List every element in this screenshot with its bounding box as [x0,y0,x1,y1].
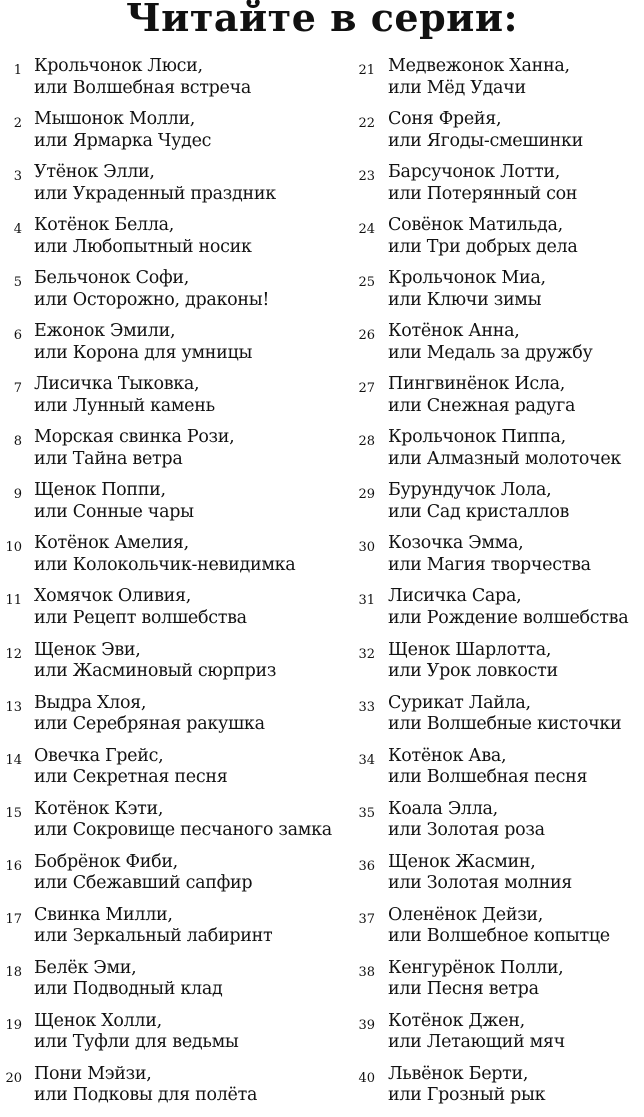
book-name: Бобрёнок Фиби, [34,851,178,872]
book-number: 23 [358,169,375,185]
book-name: Ежонок Эмили, [34,321,176,342]
book-subtitle: или Три добрых дела [388,236,578,257]
book-subtitle: или Летающий мяч [388,1032,565,1053]
book-name: Котёнок Джен, [388,1010,525,1031]
book-name: Котёнок Кэти, [34,798,164,819]
book-text [34,586,247,629]
book-name: Коала Элла, [388,798,498,819]
book-name: Котёнок Ава, [388,745,507,766]
book-subtitle: или Туфли для ведьмы [34,1032,239,1053]
book-text [388,640,558,683]
book-name: Львёнок Берти, [388,1063,529,1084]
book-text [388,852,572,895]
book-number: 18 [5,964,22,980]
book-number: 24 [358,222,375,238]
book-text [388,427,621,470]
book-number: 32 [358,646,375,662]
book-text [34,480,194,523]
book-name: Котёнок Белла, [34,215,175,236]
book-subtitle: или Золотая роза [388,820,545,841]
book-subtitle: или Колокольчик-невидимка [34,554,296,575]
book-number: 36 [358,858,375,874]
book-name: Котёнок Амелия, [34,533,189,554]
book-number: 39 [358,1017,375,1033]
book-text [34,427,234,470]
book-number: 5 [13,275,22,291]
book-name: Лисичка Сара, [388,586,522,607]
book-name: Щенок Жасмин, [388,851,536,872]
book-subtitle: или Тайна ветра [34,448,183,469]
book-subtitle: или Сонные чары [34,501,194,522]
book-text [34,109,211,152]
book-name: Бурундучок Лола, [388,480,552,501]
book-number: 38 [358,964,375,980]
book-name: Оленёнок Дейзи, [388,904,544,925]
book-name: Щенок Эви, [34,639,141,660]
book-subtitle: или Волшебная встреча [34,77,251,98]
book-subtitle: или Серебряная ракушка [34,714,265,735]
book-number: 25 [358,275,375,291]
book-name: Утёнок Элли, [34,162,155,183]
book-name: Морская свинка Рози, [34,427,235,448]
book-subtitle: или Песня ветра [388,979,539,1000]
book-name: Барсучонок Лотти, [388,162,561,183]
book-text [388,905,610,948]
book-name: Пингвинёнок Исла, [388,374,566,395]
book-name: Хомячок Оливия, [34,586,191,607]
book-name: Выдра Хлоя, [34,692,147,713]
book-subtitle: или Волшебные кисточки [388,714,622,735]
book-text [34,162,276,205]
book-text [388,268,546,311]
book-subtitle: или Жасминовый сюрприз [34,661,277,682]
book-text [388,480,569,523]
book-subtitle: или Украденный праздник [34,183,276,204]
book-subtitle: или Ключи зимы [388,289,542,310]
book-subtitle: или Волшебное копытце [388,926,610,947]
book-number: 29 [358,487,375,503]
book-name: Котёнок Анна, [388,321,520,342]
book-number: 2 [13,116,22,132]
book-subtitle: или Сад кристаллов [388,501,570,522]
book-number: 11 [5,593,22,609]
book-subtitle: или Магия творчества [388,554,591,575]
book-text [388,746,587,789]
book-text [34,746,227,789]
book-subtitle: или Рождение волшебства [388,607,629,628]
book-number: 37 [358,911,375,927]
book-number: 17 [5,911,22,927]
book-number: 19 [5,1017,22,1033]
book-subtitle: или Зеркальный лабиринт [34,926,273,947]
book-number: 28 [358,434,375,450]
book-subtitle: или Подковы для полёта [34,1085,258,1106]
book-text [34,905,272,948]
book-text [34,640,276,683]
book-number: 13 [5,699,22,715]
book-text [388,1011,565,1054]
book-text [34,56,251,99]
book-subtitle: или Медаль за дружбу [388,342,593,363]
book-number: 1 [13,63,22,78]
book-text [34,693,265,736]
book-text [388,693,621,736]
book-name: Соня Фрейя, [388,109,502,130]
book-text [34,321,252,364]
book-text [388,215,578,258]
book-subtitle: или Осторожно, драконы! [34,289,270,310]
book-name: Сурикат Лайла, [388,692,531,713]
book-text [34,799,332,842]
book-name: Белёк Эми, [34,957,137,978]
book-subtitle: или Ягоды-смешинки [388,130,584,151]
book-name: Козочка Эмма, [388,533,524,554]
book-number: 7 [13,381,22,397]
book-number: 6 [13,328,22,344]
book-text [34,374,215,417]
book-number: 10 [5,540,22,556]
book-number: 30 [358,540,375,556]
book-number: 16 [5,858,22,874]
book-text [34,215,252,258]
book-number: 21 [358,63,375,78]
book-subtitle: или Волшебная песня [388,767,588,788]
book-subtitle: или Золотая молния [388,873,573,894]
book-number: 33 [358,699,375,715]
book-name: Овечка Грейс, [34,745,164,766]
book-text [388,109,583,152]
book-number: 31 [358,593,375,609]
book-subtitle: или Лунный камень [34,395,215,416]
book-subtitle: или Сокровище песчаного замка [34,820,332,841]
book-number: 9 [13,487,22,503]
book-name: Лисичка Тыковка, [34,374,200,395]
book-name: Щенок Шарлотта, [388,639,552,660]
book-subtitle: или Секретная песня [34,767,228,788]
book-number: 26 [358,328,375,344]
book-subtitle: или Рецепт волшебства [34,607,247,628]
book-text [388,586,628,629]
book-number: 40 [358,1070,375,1086]
book-text [388,1064,545,1107]
book-subtitle: или Урок ловкости [388,661,558,682]
book-subtitle: или Потерянный сон [388,183,578,204]
book-name: Совёнок Матильда, [388,215,563,236]
book-text [34,852,252,895]
page-title: Читайте в серии: [125,0,519,40]
book-subtitle: или Алмазный молоточек [388,448,622,469]
book-number: 15 [5,805,22,821]
book-number: 3 [13,169,22,185]
book-number: 34 [358,752,375,768]
book-name: Медвежонок Ханна, [388,56,570,76]
book-text [34,533,295,576]
book-number: 22 [358,116,375,132]
book-number: 14 [5,752,22,768]
book-name: Бельчонок Софи, [34,268,190,289]
book-number: 12 [5,646,22,662]
book-text [388,162,577,205]
book-number: 8 [13,434,22,450]
book-number: 35 [358,805,375,821]
book-name: Крольчонок Пиппа, [388,427,566,448]
book-number: 20 [5,1070,22,1086]
book-subtitle: или Сбежавший сапфир [34,873,253,894]
book-name: Пони Мэйзи, [34,1063,152,1084]
book-text [388,799,545,842]
book-name: Мышонок Молли, [34,109,196,130]
book-text [388,321,592,364]
book-subtitle: или Мёд Удачи [388,77,526,98]
book-name: Щенок Холли, [34,1010,162,1031]
book-text [34,1064,257,1107]
book-text [388,958,563,1001]
book-number: 27 [358,381,375,397]
book-subtitle: или Корона для умницы [34,342,253,363]
book-name: Щенок Поппи, [34,480,166,501]
book-subtitle: или Снежная радуга [388,395,576,416]
book-text [388,56,570,99]
book-number: 4 [13,222,22,238]
book-text [388,533,591,576]
book-subtitle: или Любопытный носик [34,236,252,257]
book-text [34,268,269,311]
book-subtitle: или Подводный клад [34,979,223,1000]
book-text [388,374,575,417]
book-subtitle: или Грозный рык [388,1085,546,1106]
book-text [34,1011,239,1054]
book-text [34,958,222,1001]
book-name: Крольчонок Люси, [34,56,203,76]
book-name: Свинка Милли, [34,904,173,925]
book-name: Кенгурёнок Полли, [388,957,564,978]
book-subtitle: или Ярмарка Чудес [34,130,212,151]
book-name: Крольчонок Миа, [388,268,546,289]
